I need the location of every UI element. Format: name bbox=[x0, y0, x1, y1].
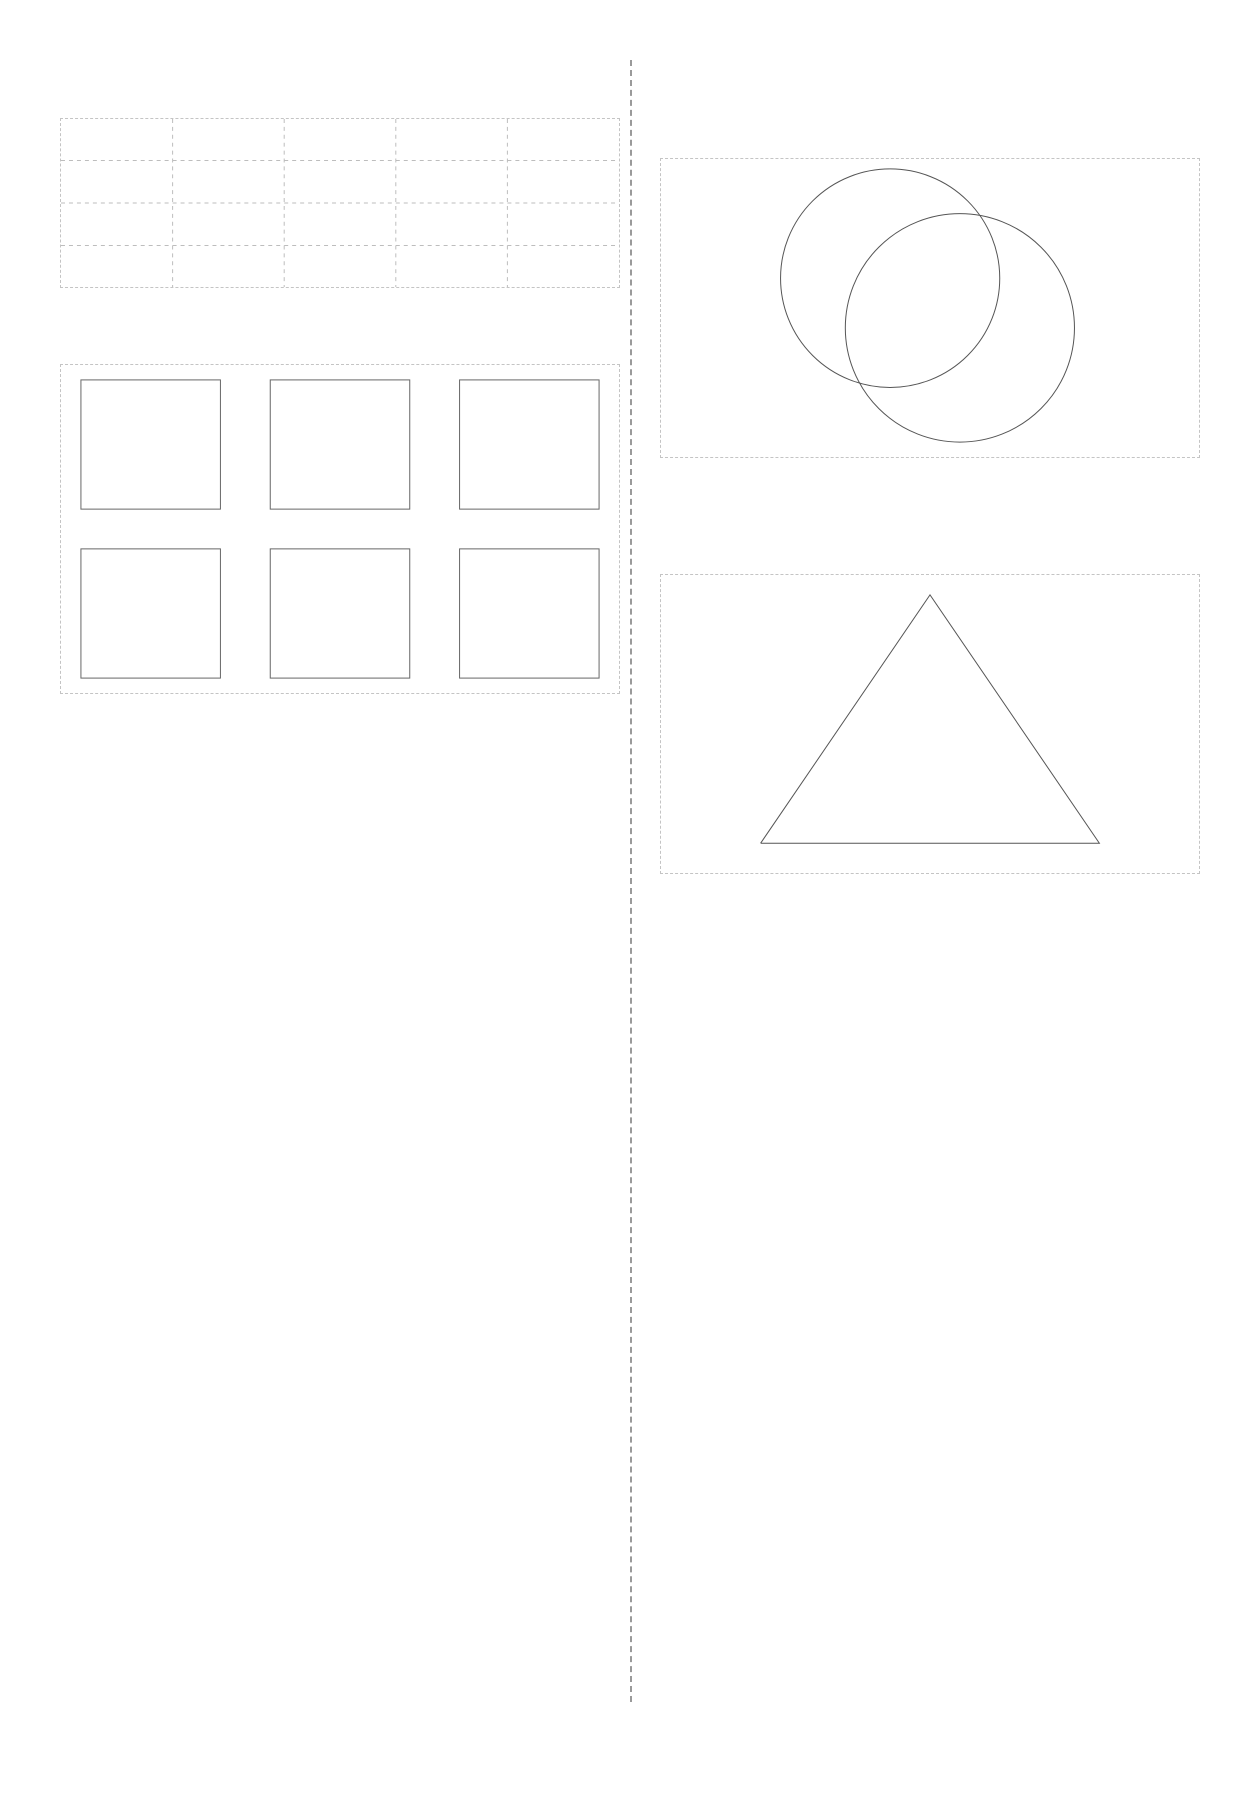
right-text-block-3 bbox=[660, 476, 1200, 516]
right-text-block-2 bbox=[660, 100, 1200, 140]
left-text-block-5 bbox=[60, 792, 620, 832]
circle-construction-figure bbox=[660, 158, 1200, 458]
grid-figure-drawing bbox=[61, 119, 619, 287]
triangle-grid-figures bbox=[60, 364, 620, 694]
right-text-block-1 bbox=[660, 60, 1200, 100]
right-column bbox=[660, 60, 1200, 1702]
left-text-block-3 bbox=[60, 712, 620, 752]
circle-construction-drawing bbox=[661, 159, 1199, 457]
left-text-block-4 bbox=[60, 752, 620, 792]
left-column bbox=[60, 60, 620, 1702]
column-divider bbox=[630, 60, 632, 1702]
isosceles-construction-figure bbox=[660, 574, 1200, 874]
triangle-grid-drawing bbox=[61, 365, 619, 693]
left-text-block-2 bbox=[60, 306, 620, 346]
right-text-block-4 bbox=[660, 516, 1200, 556]
left-text-block-1 bbox=[60, 60, 620, 100]
isosceles-construction-drawing bbox=[661, 575, 1199, 873]
grid-figure bbox=[60, 118, 620, 288]
